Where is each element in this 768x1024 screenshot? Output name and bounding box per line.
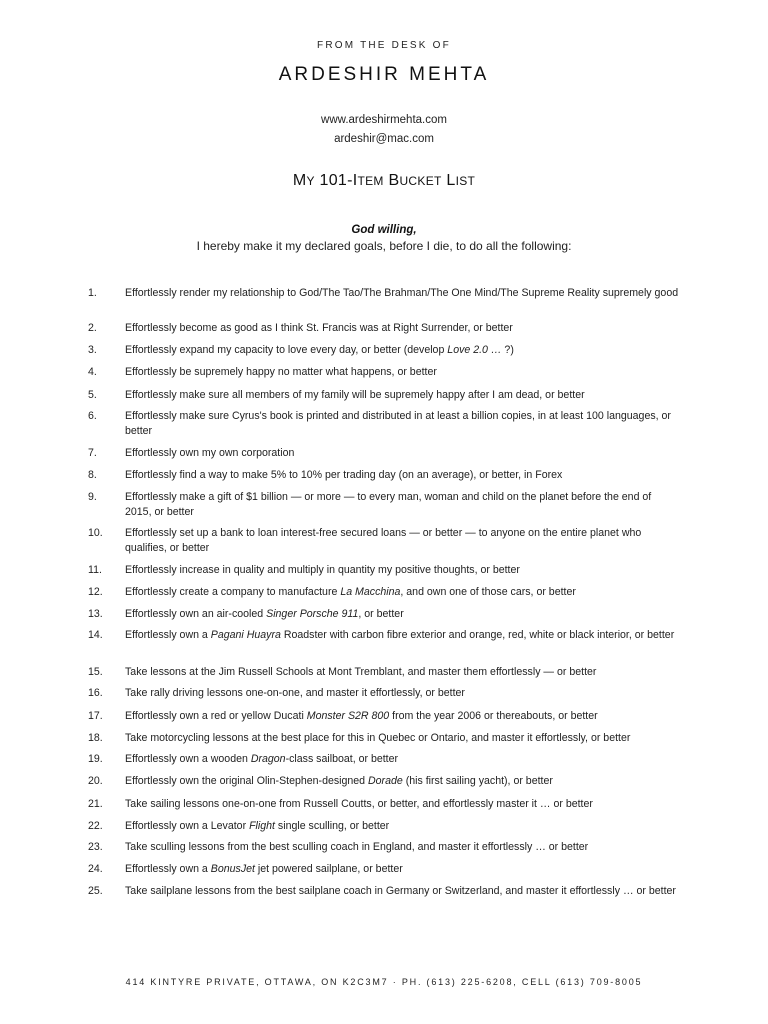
letterhead-from-label: FROM THE DESK OF xyxy=(317,40,451,51)
letterhead-name: ARDESHIR MEHTA xyxy=(278,64,490,85)
intro-line-2: I hereby make it my declared goals, before I die, to do all the following: xyxy=(196,239,572,253)
letterhead-footer-address: 414 KINTYRE PRIVATE, OTTAWA, ON K2C3M7 · PH. (613) 225-6208, CELL (613) 709-8005 xyxy=(125,977,643,987)
intro-line-1: God willing, xyxy=(351,224,417,236)
document-title: MY 101-ITEM BUCKET LIST xyxy=(292,172,476,189)
letterhead-website[interactable]: www.ardeshirmehta.com xyxy=(321,114,447,126)
letterhead-email[interactable]: ardeshir@mac.com xyxy=(334,133,434,145)
